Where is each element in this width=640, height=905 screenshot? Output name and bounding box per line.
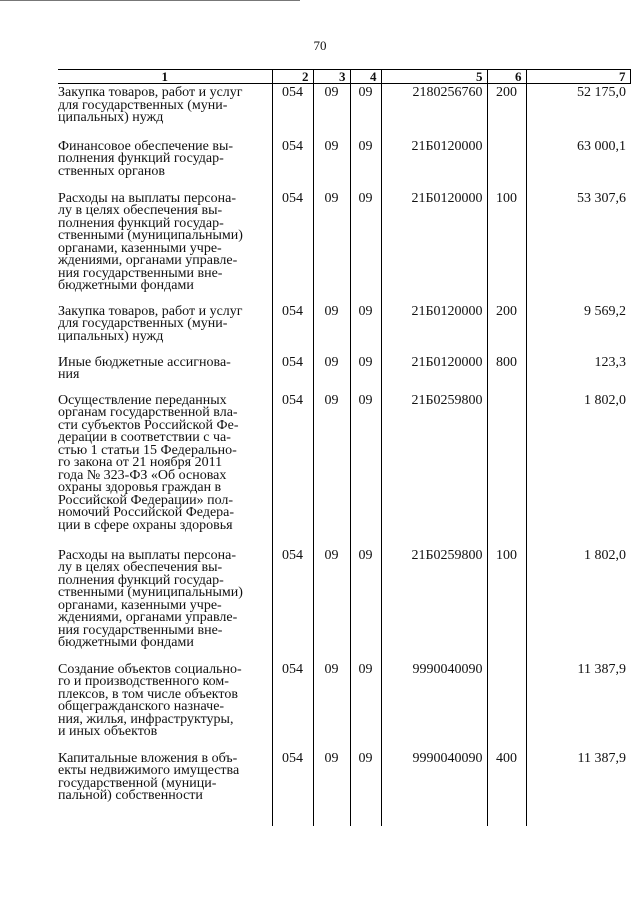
amount-cell: 1 802,0 [526,547,630,661]
row-name-line: дерации в соответствии с ча- [58,430,231,445]
expense-type-cell: 200 [487,84,526,138]
target-article-cell: 21Б0259800 [381,392,487,547]
column-header: 4 [350,70,381,84]
ministry-code-cell: 054 [272,84,313,138]
row-name-line: органами, казенными учре- [58,240,222,256]
amount-cell: 53 307,6 [526,190,630,303]
row-name-line: Расходы на выплаты персона- [58,547,236,563]
row-name-line: ственными (муниципальными) [58,228,243,243]
budget-table [58,69,631,826]
column-header: 6 [487,70,526,84]
row-name-cell [58,354,272,392]
amount-cell: 63 000,1 [526,138,630,190]
row-name-line: Капитальные вложения в объ- [58,750,238,766]
column-header: 2 [272,70,313,84]
row-name-line: полнения функций государ- [58,572,224,588]
row-name-line: ции в сфере охраны здоровья [58,517,233,533]
column-header: 7 [526,70,630,84]
target-article-cell: 21Б0259800 [381,547,487,661]
row-name-line: лу в целях обеспечения вы- [58,203,223,218]
table-row [58,392,630,547]
row-name-line: Закупка товаров, работ и услуг [58,303,243,319]
expense-type-cell: 100 [487,547,526,661]
row-name-line: Осуществление переданных [58,392,227,408]
section-code-cell: 09 [313,303,350,354]
target-article-cell: 21Б0120000 [381,354,487,392]
ministry-code-cell: 054 [272,547,313,661]
table-row [58,750,630,826]
row-name-line: номочий Российской Федера- [58,505,235,520]
row-name-line: Российской Федерации» пол- [58,492,234,508]
ministry-code-cell: 054 [272,190,313,303]
row-name-cell [58,303,272,354]
ministry-code-cell: 054 [272,661,313,750]
row-name-line: бюджетными фондами [58,278,194,293]
row-name-line: ния, жилья, инфраструктуры, [58,711,234,727]
amount-cell: 52 175,0 [526,84,630,138]
amount-cell: 9 569,2 [526,303,630,354]
row-name-cell [58,84,272,138]
row-name-line: ципальных) нужд [58,328,164,344]
expense-type-cell: 200 [487,303,526,354]
row-name-line: общегражданского назначе- [58,699,225,714]
row-name-line: пальной) собственности [58,788,203,803]
section-code-cell: 09 [313,661,350,750]
ministry-code-cell: 054 [272,138,313,190]
subsection-code-cell: 09 [350,547,381,661]
row-name-cell [58,138,272,190]
subsection-code-cell: 09 [350,190,381,303]
column-header: 1 [58,70,272,84]
amount-cell: 123,3 [526,354,630,392]
ministry-code-cell: 054 [272,750,313,826]
expense-type-cell: 400 [487,750,526,826]
row-name-line: полнения функций государ- [58,215,224,231]
amount-cell: 11 387,9 [526,750,630,826]
row-name-line: для государственных (муни- [58,316,228,331]
subsection-code-cell: 09 [350,750,381,826]
row-name-line: Расходы на выплаты персона- [58,190,236,206]
row-name-cell [58,547,272,661]
row-name-cell [58,661,272,750]
row-name-line: Закупка товаров, работ и услуг [58,85,243,100]
target-article-cell: 2180256760 [381,84,487,138]
table-row [58,84,630,138]
row-name-line: плексов, в том числе объектов [58,686,238,702]
row-name-line: охраны здоровья граждан в [58,480,222,495]
row-name-line: бюджетными фондами [58,635,194,650]
table-body [58,84,630,826]
amount-cell: 11 387,9 [526,661,630,750]
row-name-line: Иные бюджетные ассигнова- [58,354,231,370]
row-name-line: ственных органов [58,163,166,179]
target-article-cell: 9990040090 [381,661,487,750]
expense-type-cell [487,138,526,190]
row-name-line: ния государственными вне- [58,622,223,638]
target-article-cell: 21Б0120000 [381,303,487,354]
expense-type-cell [487,661,526,750]
table-row [58,190,630,303]
subsection-code-cell: 09 [350,138,381,190]
row-name-line: для государственных (муни- [58,97,228,113]
row-name-line: го закона от 21 ноября 2011 [58,455,223,470]
ministry-code-cell: 054 [272,392,313,547]
expense-type-cell: 100 [487,190,526,303]
table-row [58,547,630,661]
row-name-cell [58,392,272,547]
page-number: 70 [313,38,327,53]
subsection-code-cell: 09 [350,661,381,750]
row-name-line: стью 1 статьи 15 Федерально- [58,442,237,458]
row-name-line: сти субъектов Российской Фе- [58,417,239,433]
column-header: 5 [381,70,487,84]
table-row [58,661,630,750]
section-code-cell: 09 [313,84,350,138]
column-header: 3 [313,70,350,84]
target-article-cell: 21Б0120000 [381,190,487,303]
row-name-line: года № 323-ФЗ «Об основах [58,467,227,483]
ministry-code-cell: 054 [272,303,313,354]
section-code-cell: 09 [313,547,350,661]
section-code-cell: 09 [313,392,350,547]
row-name-line: ния государственными вне- [58,265,223,281]
scan-edge-line [0,0,300,1]
expense-type-cell: 800 [487,354,526,392]
row-name-line: органам государственной вла- [58,405,238,420]
row-name-line: екты недвижимого имущества [58,763,240,778]
subsection-code-cell: 09 [350,303,381,354]
target-article-cell: 9990040090 [381,750,487,826]
subsection-code-cell: 09 [350,354,381,392]
amount-cell: 1 802,0 [526,392,630,547]
row-name-line: ждениями, органами управле- [58,253,238,268]
expense-type-cell [487,392,526,547]
table-row [58,138,630,190]
subsection-code-cell: 09 [350,392,381,547]
row-name-line: полнения функций государ- [58,151,224,166]
table-row [58,354,630,392]
row-name-line: Финансовое обеспечение вы- [58,138,234,154]
section-code-cell: 09 [313,354,350,392]
row-name-line: лу в целях обеспечения вы- [58,560,223,575]
row-name-cell [58,750,272,826]
row-name-line: ственными (муниципальными) [58,585,243,600]
row-name-line: государственной (муници- [58,775,217,791]
row-name-line: ния [58,367,80,382]
section-code-cell: 09 [313,190,350,303]
row-name-line: и иных объектов [58,724,158,739]
table-row [58,303,630,354]
row-name-line: ципальных) нужд [58,110,164,125]
ministry-code-cell: 054 [272,354,313,392]
row-name-cell [58,190,272,303]
section-code-cell: 09 [313,138,350,190]
row-name-line: Создание объектов социально- [58,661,242,677]
row-name-line: ждениями, органами управле- [58,610,238,625]
table-header-row [58,70,630,84]
section-code-cell: 09 [313,750,350,826]
subsection-code-cell: 09 [350,84,381,138]
target-article-cell: 21Б0120000 [381,138,487,190]
row-name-line: го и производственного ком- [58,674,229,689]
row-name-line: органами, казенными учре- [58,597,222,613]
